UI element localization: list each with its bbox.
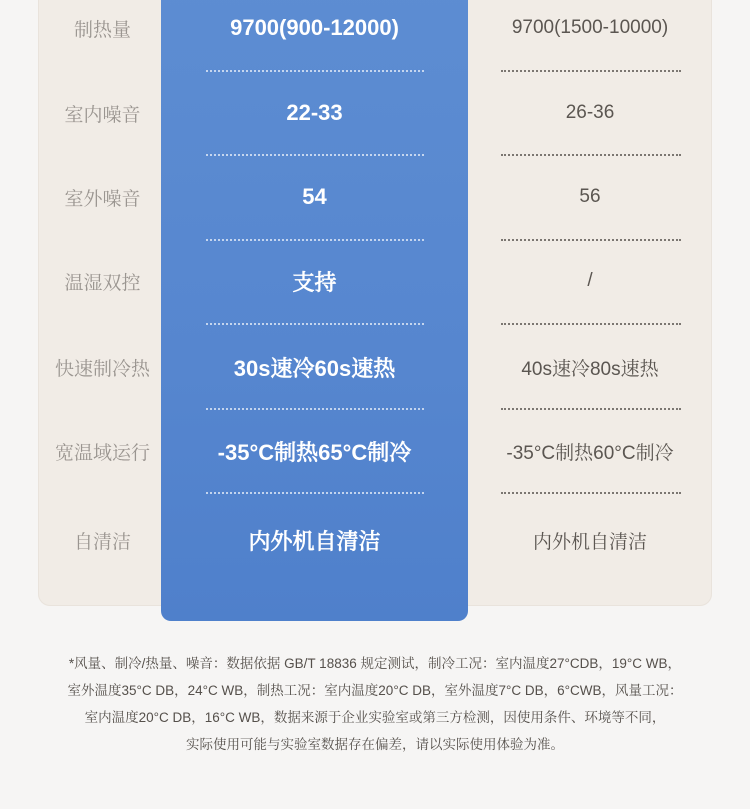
footnote <box>0 650 750 758</box>
footnote-line: 实际使用可能与实验室数据存在偏差，请以实际使用体验为准。 <box>186 737 564 752</box>
our-value: 54 <box>302 184 327 209</box>
other-value: 26-36 <box>565 102 615 123</box>
other-value: / <box>587 270 593 291</box>
other-value: 内外机自清洁 <box>532 531 647 553</box>
table-row <box>0 510 750 570</box>
row-divider <box>501 323 681 325</box>
footnote-line: *风量、制冷/热量、噪音：数据依据 GB/T 18836 规定测试，制冷工况：室内温度27°CDB，19°C WB， <box>68 656 682 671</box>
row-divider <box>206 492 424 494</box>
table-row <box>0 0 750 58</box>
table-row <box>0 167 750 227</box>
other-value: 40s速冷80s速热 <box>521 358 659 380</box>
footnote-line: 室外温度35°C DB，24°C WB，制热工况：室内温度20°C DB，室外温度7°C DB，6°CWB，风量工况： <box>67 683 683 698</box>
other-value: -35°C制热60°C制冷 <box>506 442 674 464</box>
row-label: 宽温域运行 <box>54 442 150 464</box>
table-row <box>0 337 750 397</box>
row-label: 室内噪音 <box>64 104 141 126</box>
row-divider <box>206 239 424 241</box>
our-value: 9700(900-12000) <box>230 15 399 40</box>
our-value: 30s速冷60s速热 <box>233 355 396 381</box>
row-label: 室外噪音 <box>64 188 141 210</box>
row-divider <box>501 408 681 410</box>
other-value: 56 <box>579 186 601 207</box>
table-row <box>0 83 750 143</box>
our-value: -35°C制热65°C制冷 <box>217 439 412 465</box>
row-divider <box>206 408 424 410</box>
row-divider <box>206 70 424 72</box>
row-label: 温湿双控 <box>64 272 141 294</box>
our-value: 22-33 <box>286 100 343 125</box>
row-label: 快速制冷热 <box>54 358 150 380</box>
row-divider <box>206 323 424 325</box>
our-value: 支持 <box>292 269 337 295</box>
our-value: 内外机自清洁 <box>248 528 381 554</box>
row-divider <box>206 154 424 156</box>
table-row <box>0 421 750 481</box>
row-divider <box>501 492 681 494</box>
row-divider <box>501 154 681 156</box>
table-row <box>0 251 750 311</box>
row-label: 自清洁 <box>73 531 131 553</box>
row-divider <box>501 239 681 241</box>
row-label: 制热量 <box>73 19 131 41</box>
footnote-line: 室内温度20°C DB，16°C WB，数据来源于企业实验室或第三方检测，因使用条件、环境等不同， <box>84 710 666 725</box>
other-value: 9700(1500-10000) <box>511 17 669 38</box>
row-divider <box>501 70 681 72</box>
